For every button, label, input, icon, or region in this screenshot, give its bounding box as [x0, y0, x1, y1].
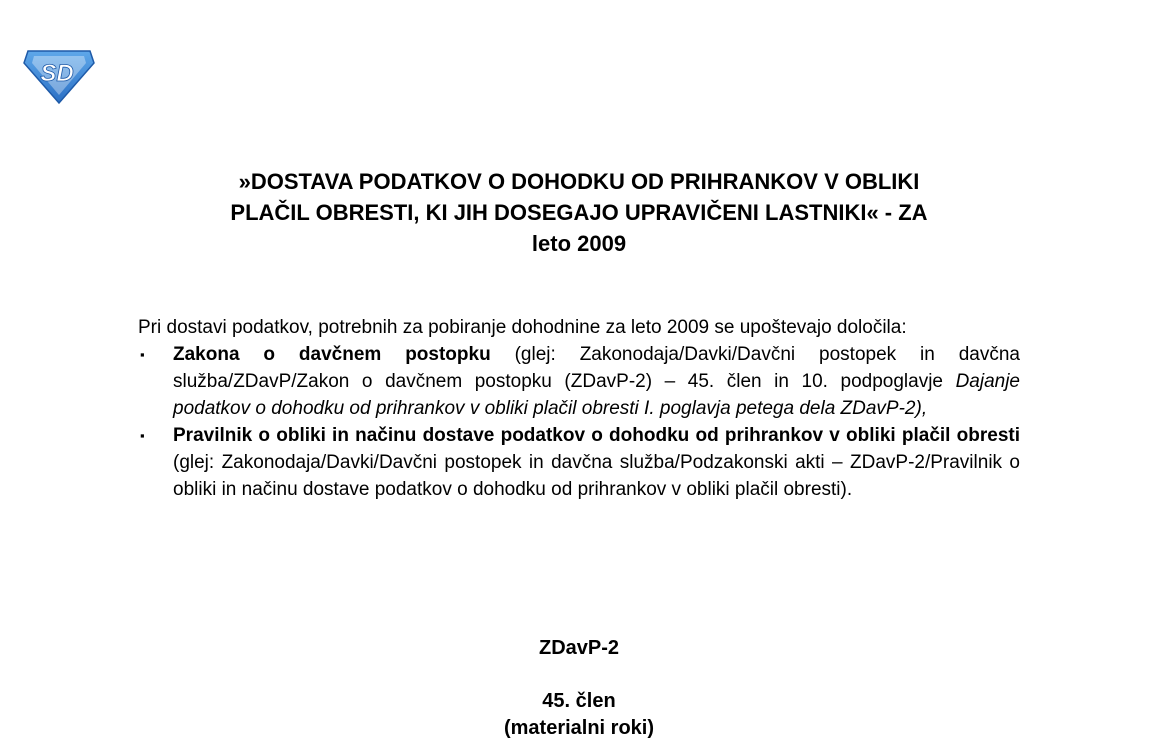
svg-text:SD: SD	[40, 60, 74, 87]
item-italic-text: Dajanje podatkov o dohodku od prihrankov v obliki plačil obresti I. poglavja petega dela ZDavP-2),	[173, 371, 1020, 419]
regulation-list	[138, 341, 1020, 503]
title-line: »DOSTAVA PODATKOV O DOHODKU OD PRIHRANKOV V OBLIKI	[238, 169, 920, 194]
law-heading: ZDavP-2	[538, 637, 620, 659]
article-subheading: (materialni roki)	[503, 717, 655, 739]
intro-section	[138, 314, 1020, 503]
intro-paragraph: Pri dostavi podatkov, potrebnih za pobiranje dohodnine za leto 2009 se upoštevajo določila:	[138, 317, 907, 338]
item-bold-title: Zakona o davčnem postopku	[173, 344, 491, 365]
list-item	[138, 341, 1020, 422]
item-bold-title: Pravilnik o obliki in načinu dostave podatkov o dohodku od prihrankov v obliki plačil obresti	[173, 425, 1020, 446]
bullet-icon: ▪	[140, 428, 145, 443]
article-heading: 45. člen	[542, 690, 616, 712]
title-line: leto 2009	[531, 231, 627, 256]
item-text: (glej: Zakonodaja/Davki/Davčni postopek in davčna služba/Podzakonski akti – ZDavP-2/Pravilnik o obliki in načinu dostave podatkov o dohodku od prihrankov v obliki plačil obresti).	[173, 452, 1020, 500]
title-line: PLAČIL OBRESTI, KI JIH DOSEGAJO UPRAVIČENI LASTNIKI« - ZA	[230, 200, 928, 225]
document-title	[138, 166, 1020, 259]
bullet-icon: ▪	[140, 347, 145, 362]
sd-logo-icon	[22, 47, 96, 105]
list-item	[138, 422, 1020, 503]
item-text: (glej: Zakonodaja/Davki/Davčni postopek in davčna služba/ZDavP/Zakon o davčnem postopku (ZDavP-2) – 45. člen in 10. podpoglavje	[173, 344, 1021, 392]
